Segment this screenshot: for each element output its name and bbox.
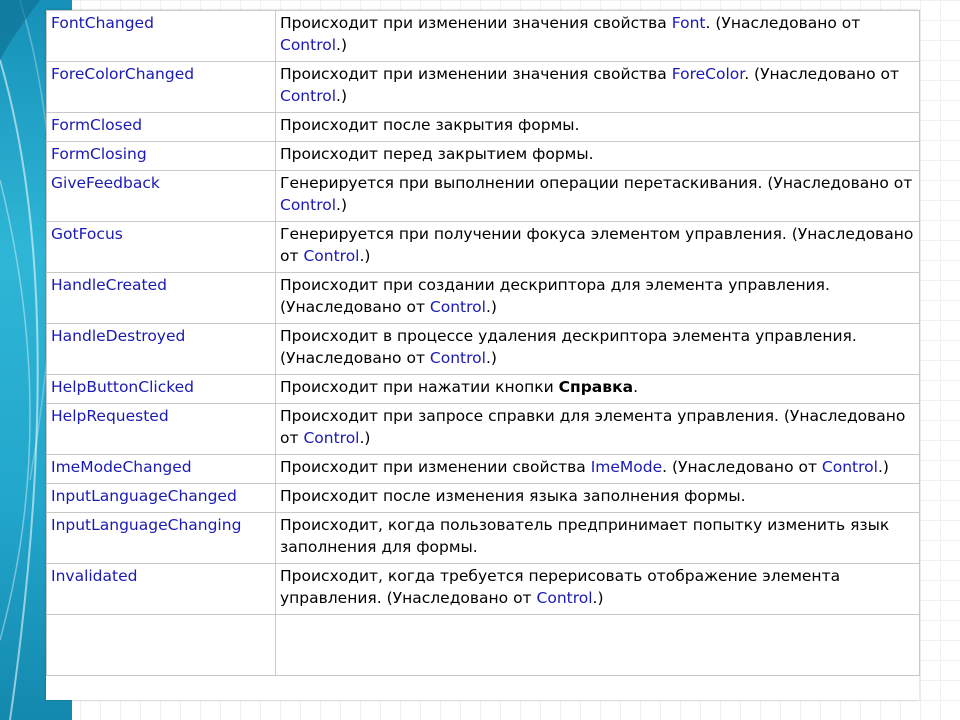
table-row bbox=[47, 222, 920, 273]
event-description bbox=[276, 455, 920, 484]
event-description bbox=[276, 142, 920, 171]
event-name[interactable]: FontChanged bbox=[47, 11, 276, 62]
description-text: Происходит после закрытия формы. bbox=[280, 116, 580, 134]
events-table-container bbox=[46, 10, 919, 700]
event-name[interactable]: GotFocus bbox=[47, 222, 276, 273]
type-link[interactable]: Control bbox=[429, 298, 486, 316]
event-name[interactable]: FormClosed bbox=[47, 113, 276, 142]
event-name[interactable]: InputLanguageChanged bbox=[47, 484, 276, 513]
type-link[interactable]: Control bbox=[280, 196, 337, 214]
description-text: .) bbox=[336, 36, 348, 54]
description-text: . (Унаследовано от bbox=[744, 65, 900, 83]
description-text: . (Унаследовано от bbox=[662, 458, 822, 476]
table-row bbox=[47, 375, 920, 404]
event-description bbox=[276, 404, 920, 455]
event-name[interactable]: HelpButtonClicked bbox=[47, 375, 276, 404]
event-description bbox=[276, 324, 920, 375]
event-name[interactable]: Invalidated bbox=[47, 564, 276, 615]
type-link[interactable]: Control bbox=[536, 589, 593, 607]
event-name[interactable]: HandleDestroyed bbox=[47, 324, 276, 375]
table-row bbox=[47, 113, 920, 142]
description-text: Происходит при изменении свойства bbox=[280, 458, 591, 476]
description-text: Происходит в процессе удаления дескриптора элемента управления. (Унаследовано от bbox=[280, 327, 857, 367]
description-text: Происходит при запросе справки для элемента управления. (Унаследовано от bbox=[280, 407, 906, 447]
event-name[interactable]: GiveFeedback bbox=[47, 171, 276, 222]
event-name[interactable]: ForeColorChanged bbox=[47, 62, 276, 113]
description-text: .) bbox=[592, 589, 604, 607]
type-link[interactable]: Font bbox=[671, 14, 706, 32]
event-description bbox=[276, 222, 920, 273]
type-link[interactable]: Control bbox=[280, 87, 337, 105]
empty-row bbox=[47, 615, 920, 676]
table-row bbox=[47, 273, 920, 324]
event-description bbox=[276, 513, 920, 564]
description-text: Генерируется при выполнении операции перетаскивания. (Унаследовано от bbox=[280, 174, 913, 192]
event-description bbox=[276, 375, 920, 404]
table-row bbox=[47, 62, 920, 113]
table-row bbox=[47, 142, 920, 171]
description-text: .) bbox=[485, 298, 497, 316]
description-text: .) bbox=[336, 196, 348, 214]
table-row bbox=[47, 513, 920, 564]
bold-term: Справка bbox=[558, 378, 634, 396]
type-link[interactable]: Control bbox=[280, 36, 337, 54]
event-description bbox=[276, 11, 920, 62]
event-description bbox=[276, 564, 920, 615]
description-text: . bbox=[633, 378, 638, 396]
table-row bbox=[47, 404, 920, 455]
table-row bbox=[47, 324, 920, 375]
description-text: . (Унаследовано от bbox=[705, 14, 861, 32]
table-row bbox=[47, 564, 920, 615]
type-link[interactable]: Control bbox=[821, 458, 878, 476]
description-text: Происходит перед закрытием формы. bbox=[280, 145, 594, 163]
description-text: Происходит при изменении значения свойства bbox=[280, 65, 672, 83]
description-text: .) bbox=[359, 429, 371, 447]
table-row bbox=[47, 455, 920, 484]
event-description bbox=[276, 113, 920, 142]
description-text: Происходит, когда требуется перерисовать отображение элемента управления. (Унаследовано от bbox=[280, 567, 841, 607]
event-name[interactable]: ImeModeChanged bbox=[47, 455, 276, 484]
description-text: .) bbox=[359, 247, 371, 265]
event-name[interactable]: HandleCreated bbox=[47, 273, 276, 324]
description-text: Происходит при изменении значения свойства bbox=[280, 14, 672, 32]
type-link[interactable]: Control bbox=[303, 247, 360, 265]
description-text: Происходит при нажатии кнопки bbox=[280, 378, 559, 396]
type-link[interactable]: Control bbox=[303, 429, 360, 447]
event-description bbox=[276, 273, 920, 324]
event-name[interactable]: FormClosing bbox=[47, 142, 276, 171]
description-text: .) bbox=[336, 87, 348, 105]
table-row bbox=[47, 171, 920, 222]
events-table bbox=[46, 10, 920, 676]
type-link[interactable]: ImeMode bbox=[590, 458, 663, 476]
description-text: Происходит после изменения языка заполнения формы. bbox=[280, 487, 746, 505]
event-name[interactable]: HelpRequested bbox=[47, 404, 276, 455]
event-name[interactable]: InputLanguageChanging bbox=[47, 513, 276, 564]
description-text: Происходит, когда пользователь предпринимает попытку изменить язык заполнения для формы. bbox=[280, 516, 890, 556]
event-description bbox=[276, 484, 920, 513]
type-link[interactable]: ForeColor bbox=[671, 65, 745, 83]
table-row bbox=[47, 484, 920, 513]
description-text: Генерируется при получении фокуса элементом управления. (Унаследовано от bbox=[280, 225, 914, 265]
description-text: Происходит при создании дескриптора для элемента управления. (Унаследовано от bbox=[280, 276, 830, 316]
description-text: .) bbox=[485, 349, 497, 367]
description-text: .) bbox=[877, 458, 889, 476]
type-link[interactable]: Control bbox=[429, 349, 486, 367]
event-description bbox=[276, 171, 920, 222]
table-row bbox=[47, 11, 920, 62]
event-description bbox=[276, 62, 920, 113]
